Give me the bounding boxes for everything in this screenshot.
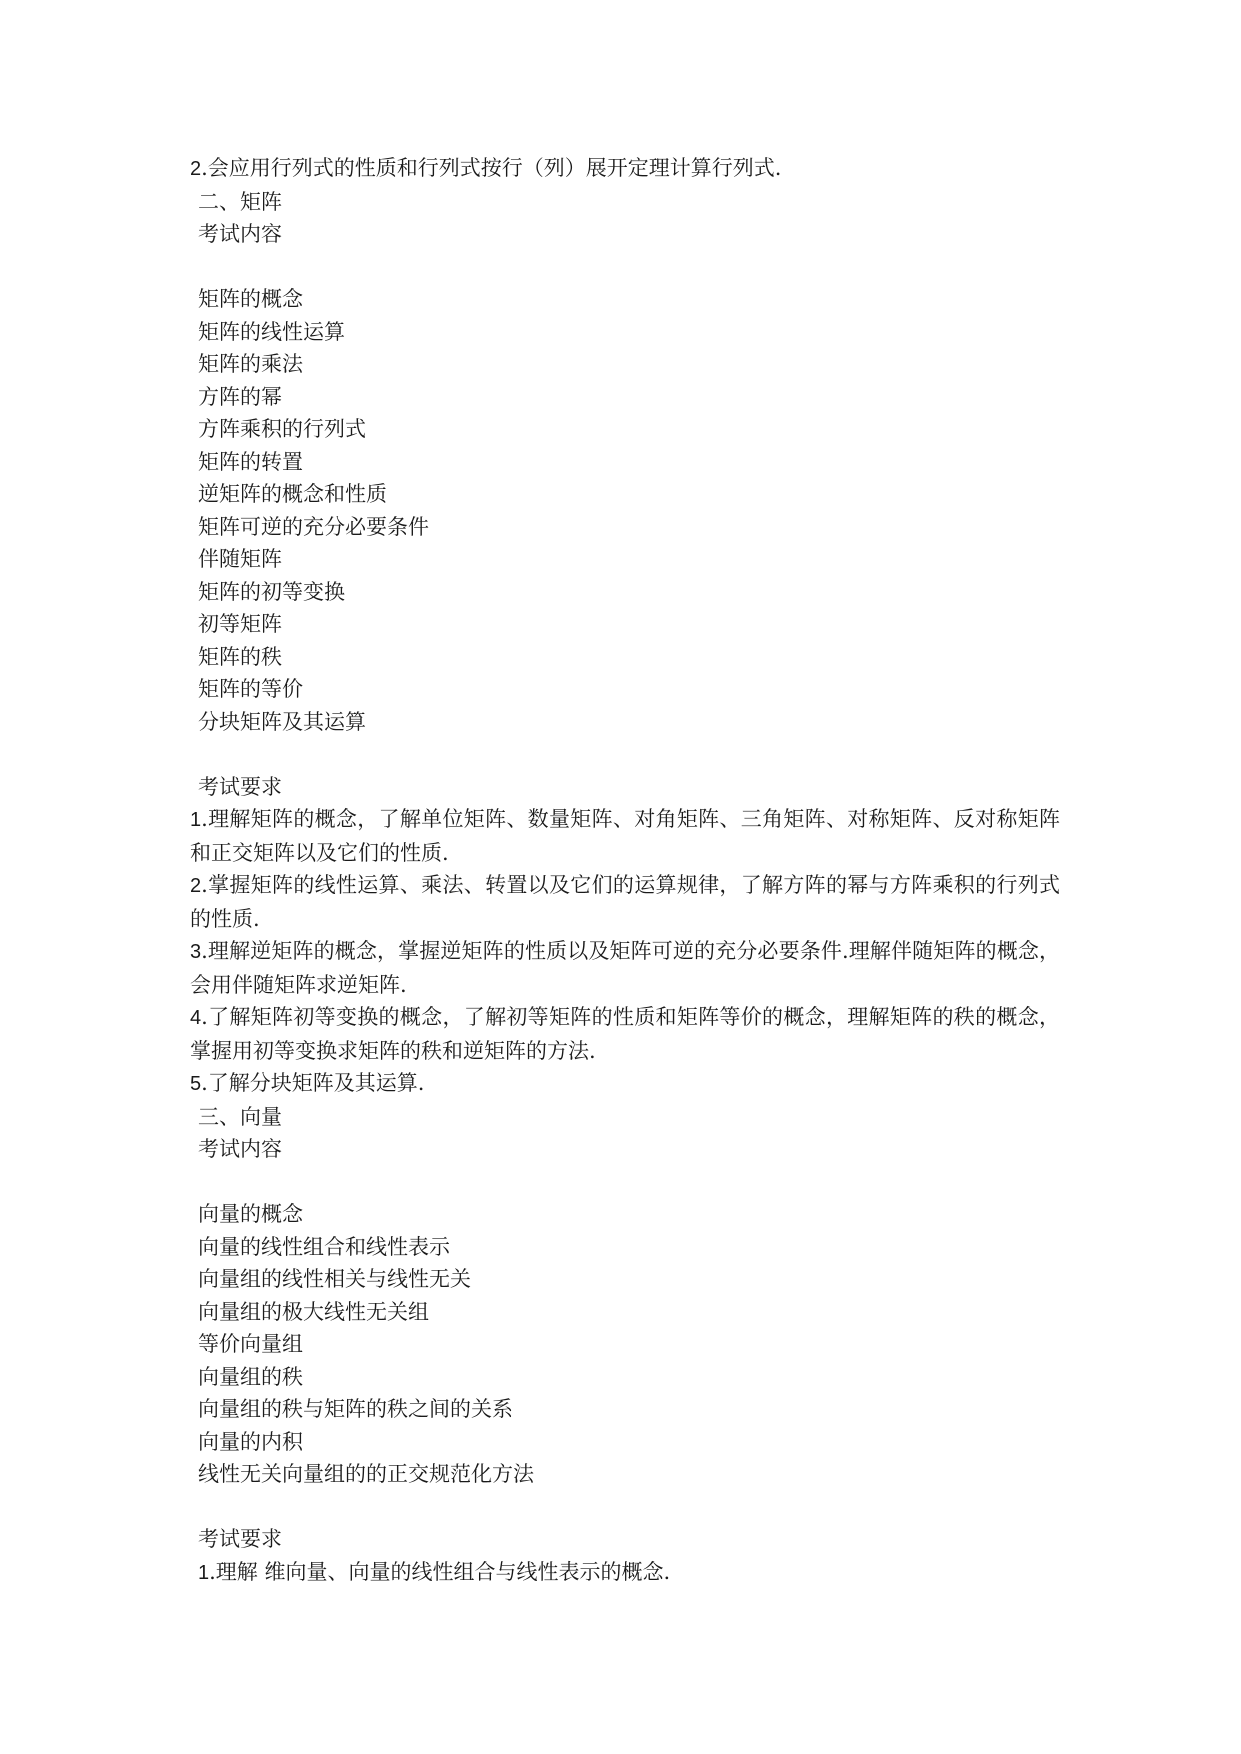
document-body — [190, 152, 1060, 1589]
content-item: 方阵乘积的行列式 — [198, 417, 366, 441]
content-item: 向量组的线性相关与线性无关 — [198, 1267, 471, 1291]
spacer — [190, 1166, 1060, 1199]
spacer — [190, 738, 1060, 771]
requirement-item — [190, 803, 1060, 869]
item-text: .理解 维向量、向量的线性组合与线性表示的概念. — [209, 1559, 671, 1584]
section-heading-matrix: 二、矩阵 — [198, 189, 282, 214]
content-item: 矩阵的乘法 — [198, 352, 303, 376]
content-item: 向量组的秩 — [198, 1364, 303, 1389]
content-item: 矩阵的线性运算 — [198, 319, 345, 344]
content-item: 分块矩阵及其运算 — [198, 709, 366, 734]
content-item: 向量组的极大线性无关组 — [198, 1299, 429, 1324]
requirements-label: 考试要求 — [198, 1527, 282, 1551]
content-item: 向量组的秩与矩阵的秩之间的关系 — [198, 1397, 513, 1421]
requirement-item — [190, 1001, 1060, 1067]
content-item: 伴随矩阵 — [198, 547, 282, 571]
content-item: 矩阵可逆的充分必要条件 — [198, 514, 429, 539]
intro-line — [190, 152, 1060, 186]
content-item: 方阵的幂 — [198, 384, 282, 409]
item-text: .会应用行列式的性质和行列式按行（列）展开定理计算行列式. — [201, 156, 782, 180]
item-number: 2 — [190, 875, 202, 897]
item-number: 4 — [190, 1007, 202, 1029]
item-number: 3 — [190, 941, 202, 963]
item-number: 1 — [190, 809, 202, 831]
requirement-item — [190, 1556, 1060, 1590]
content-item: 矩阵的转置 — [198, 449, 303, 474]
item-number: 2 — [190, 158, 202, 180]
item-text: .理解矩阵的概念，了解单位矩阵、数量矩阵、对角矩阵、三角矩阵、对称矩阵、反对称矩阵和正交矩阵以及它们的性质. — [190, 807, 1060, 865]
requirement-item — [190, 935, 1060, 1001]
spacer — [190, 251, 1060, 284]
section-heading-vector: 三、向量 — [198, 1104, 282, 1129]
content-item: 向量的线性组合和线性表示 — [198, 1234, 450, 1259]
item-text: .理解逆矩阵的概念，掌握逆矩阵的性质以及矩阵可逆的充分必要条件.理解伴随矩阵的概念，会用伴随矩阵求逆矩阵. — [190, 939, 1060, 997]
item-number: 1 — [198, 1561, 210, 1584]
item-text: .了解分块矩阵及其运算. — [201, 1071, 425, 1095]
content-item: 矩阵的概念 — [198, 287, 303, 311]
spacer — [190, 1491, 1060, 1524]
item-text: .掌握矩阵的线性运算、乘法、转置以及它们的运算规律，了解方阵的幂与方阵乘积的行列式的性质. — [190, 873, 1060, 931]
content-item: 向量的内积 — [198, 1429, 303, 1454]
requirement-item — [190, 1067, 1060, 1101]
content-item: 初等矩阵 — [198, 612, 282, 636]
item-text: .了解矩阵初等变换的概念，了解初等矩阵的性质和矩阵等价的概念，理解矩阵的秩的概念，掌握用初等变换求矩阵的秩和逆矩阵的方法. — [190, 1005, 1060, 1063]
requirements-label: 考试要求 — [198, 774, 282, 799]
content-label: 考试内容 — [198, 222, 282, 246]
content-item: 等价向量组 — [198, 1332, 303, 1356]
content-label: 考试内容 — [198, 1137, 282, 1161]
content-item: 线性无关向量组的的正交规范化方法 — [198, 1462, 534, 1486]
requirement-item — [190, 869, 1060, 935]
content-item: 向量的概念 — [198, 1202, 303, 1226]
content-item: 矩阵的秩 — [198, 644, 282, 669]
item-number: 5 — [190, 1073, 202, 1095]
content-item: 矩阵的初等变换 — [198, 579, 345, 604]
content-item: 逆矩阵的概念和性质 — [198, 482, 387, 506]
content-item: 矩阵的等价 — [198, 677, 303, 701]
